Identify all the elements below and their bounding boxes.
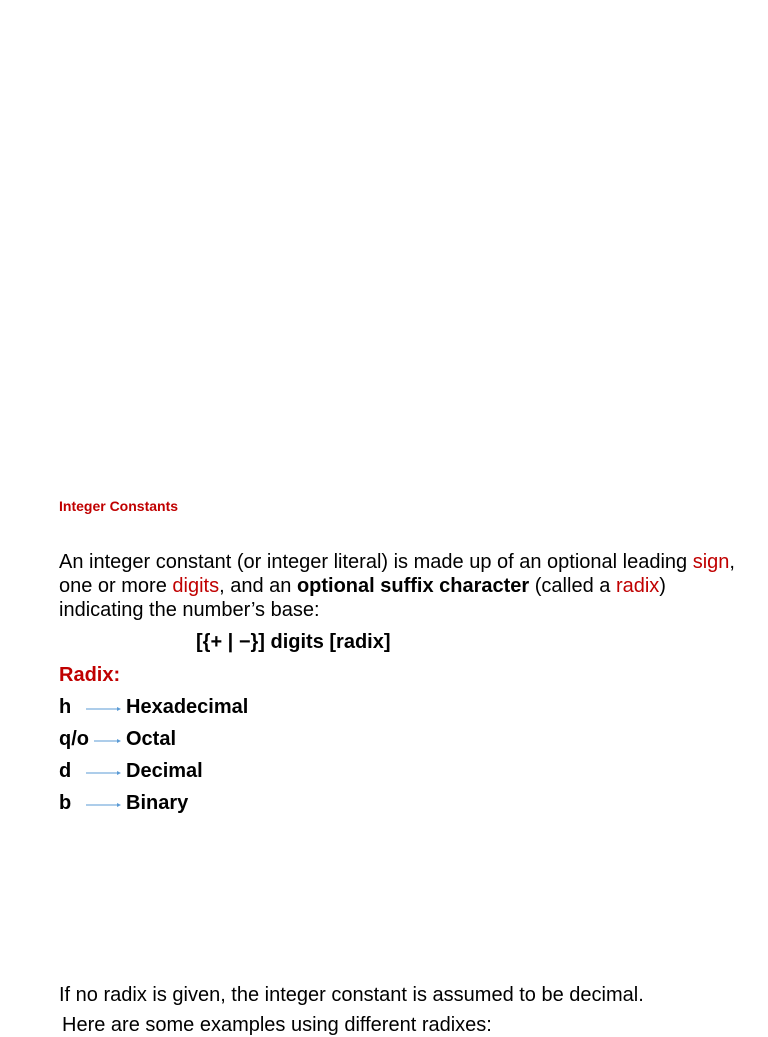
intro-text-5: ) indicating the number’s base: [59, 575, 666, 621]
radix-item-hexadecimal [59, 696, 459, 720]
radix-name: Octal [126, 728, 177, 750]
radix-key: q/o [59, 728, 89, 750]
examples-intro: Here are some examples using different radixes: [62, 1014, 492, 1036]
sign-term: sign [692, 551, 730, 573]
suffix-term: optional suffix character [296, 575, 530, 597]
section-heading: Integer Constants [59, 498, 179, 514]
radix-name: Decimal [126, 760, 203, 782]
arrow-right-icon [86, 800, 122, 810]
intro-text-4: (called a [529, 575, 616, 597]
radix-name: Hexadecimal [126, 696, 249, 718]
arrow-right-icon [86, 704, 122, 714]
intro-text-1: An integer constant (or integer literal) is made up of an optional leading [59, 551, 693, 573]
no-radix-note: If no radix is given, the integer constant is assumed to be decimal. [59, 984, 644, 1006]
radix-key: h [59, 696, 72, 718]
radix-item-decimal [59, 760, 459, 784]
radix-item-binary [59, 792, 459, 816]
radix-item-octal [59, 728, 459, 752]
radix-key: b [59, 792, 72, 814]
radix-term: radix [615, 575, 660, 597]
radix-name: Binary [126, 792, 189, 814]
radix-key: d [59, 760, 72, 782]
digits-term: digits [172, 575, 220, 597]
intro-text-2: , one or more [59, 551, 735, 597]
syntax-line: [{+ | −}] digits [radix] [196, 631, 391, 653]
radix-label: Radix: [59, 664, 121, 686]
intro-paragraph [59, 550, 739, 622]
arrow-right-icon [94, 736, 122, 746]
intro-text-3: , and an [219, 575, 297, 597]
arrow-right-icon [86, 768, 122, 778]
